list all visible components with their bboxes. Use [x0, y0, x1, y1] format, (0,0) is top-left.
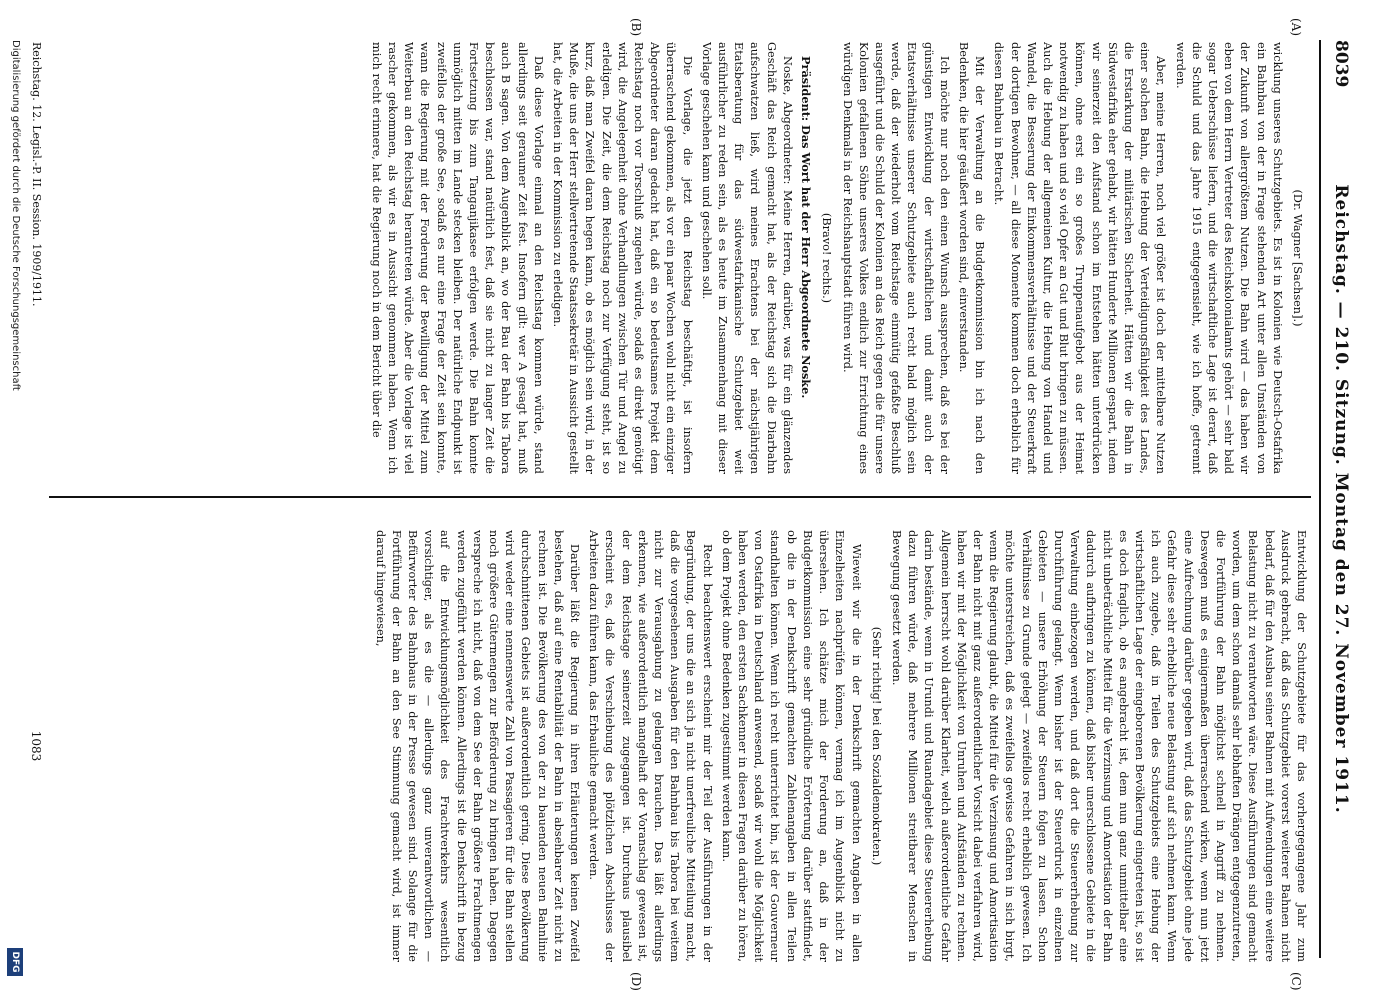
paragraph: Die Vorlage, die jetzt den Reichstag beschäftigt, ist insofern überraschend gekommen, als vor ein paar Wochen wohl nicht ein einziger Abgeordneter daran gedacht hat, daß ein so bedeutsames Projekt dem Reichstag noch vor Torschluß zugehen würde, sodaß es direkt genötigt wird, die Angelegenheit ohne Verhandlungen zwischen Tür und Angel zu erledigen. Die Zeit, die dem Reichstag noch zur Verfügung steht, ist so kurz, daß man Zweifel daran hegen kann, ob es möglich sein wird, in der Muße, die uns der Herr stellvertretende Staatssekretär in Aussicht gestellt hat, die Arbeiten in der Kommission zu erledigen.: [551, 42, 694, 474]
paragraph: Entwicklung der Schutzgebiete für das vorhergegangene Jahr zum Ausdruck gebracht, daß das Schutzgebiet vorerst weiterer Bahnen nicht bedarf, daß für den Ausbau seiner Bahnen mit Aufwendungen eine weitere Belastung nicht zu verantworten wäre. Diese Ausführungen sind gemacht worden, um dem schon damals sehr lebhaften Drängen entgegenzutreten, die Fortführung der Bahn möglichst schnell in Angriff zu nehmen. Deswegen muß es einigermaßen überraschend wirken, wenn nun jetzt eine Aufrechnung darüber gegeben wird, daß das Schutzgebiet ohne jede Gefahr diese sehr erhebliche neue Belastung auf sich nehmen kann. Wenn ich auch zugebe, daß in Teilen des Schutzgebiets eine Hebung der wirtschaftlichen Lage der eingeborenen Bevölkerung eingetreten ist, so ist es doch fraglich, ob es angebracht ist, dem nun ganz unmittelbar eine nicht unbeträchtliche Mittel für die Verzinsung und Amortisation der Bahn dadurch aufbringen zu können, daß bisher unerschlossene Gebiete in die Verwaltung einbezogen werden, und daß dort die Steuererhebung zur Durchführung gelangt. Wenn bisher ist der Steuerdruck in einzelnen Gebieten — unsere Erhöhung der Steuern folgen zu lassen. Schon Verhältnisse zu Grunde gelegt — zweifellos recht erheblich gewesen. Ich möchte unterstreichen, daß es zweifellos gewisse Gefahren in sich birgt, wenn die Regierung glaubt, die Mittel für die Verzinsung und Amortisation der Bahn nicht mit ganz außerordentlicher Vorsicht dabei verfahren wird, haben wir mit der Möglichkeit von Unruhen und Aufständen zu rechnen. Allgemein herrscht wohl darüber Klarheit, welch außerordentliche Gefahr darin bestände, wenn in Urundi und Ruandagebiet diese Steuererhebung dazu führen würde, daß mehrere Millionen streitbarer Menschen in Bewegung gesetzt werden.: [889, 530, 1308, 962]
left-column: [54, 42, 1309, 474]
right-column: [54, 530, 1309, 962]
digitization-credit: Digitalisierung gefördert durch die Deutsche Forschungsgemeinschaft: [10, 40, 21, 391]
paragraph: Aber, meine Herren, noch viel größer ist doch der mittelbare Nutzen einer solchen Bahn, die Hebung der Verteidigungsfähigkeit des Landes, die Erstarkung der militärischen Sicherheit. Hätten wir die Bahn in Südwestafrika eher gehabt, wir hätten Hunderte Millionen gespart, indem wir seinerzeit den Aufstand schon im Entstehen hätten unterdrücken können, ohne erst ein so großes Truppenaufgebot aus der Heimat notwendig zu haben und so viel Opfer an Gut und Blut bringen zu müssen. Auch die Hebung der allgemeinen Kultur, die Hebung von Handel und Wandel, die Besserung der Einkommensverhältnisse und der Steuerkraft der dortigen Bewohner, — all diese Momente kommen doch erheblich für diesen Bahnbau in Betracht.: [992, 42, 1168, 474]
page-number: 8039: [1331, 40, 1351, 88]
paragraph: Darüber läßt die Regierung in ihren Erläuterungen keinen Zweifel bestehen, daß auf eine Rentabilität der Bahn in absehbarer Zeit nicht zu rechnen ist. Die Bevölkerung des von der zu bauenden neuen Bahnlinie durchschnittenen Gebiets ist außerordentlich gering. Diese Bevölkerung wird weder eine nennenswerte Zahl von Passagieren für die Bahn stellen noch größere Gütermengen zur Beförderung zu bringen haben. Dagegen verspreche ich nicht, daß von dem See der Bahn größere Frachtmengen werden zugeführt werden können. Allerdings ist die Denkschrift in bezug auf die Entwicklungsmöglichkeit des Frachtverkehrs wesentlich vorsichtiger, als es die — allerdings ganz unverantwortlichen — Befürworter des Bahnbaus in der Presse gewesen sind. Solange für die Fortführung der Bahn an den See Stimmung gemacht wird, ist immer darauf hingewiesen,: [373, 530, 582, 962]
speaker-line: (Dr. Wagner [Sachsen].): [1291, 189, 1304, 327]
paragraph: Mit der Verwaltung an die Budgetkommission bin ich nach den Bedenken, die hier geäußert worden sind, einverstanden.: [956, 42, 987, 474]
paragraph: Noske, Abgeordneter: Meine Herren, darüber, was für ein glänzendes Geschäft das Reich gemacht hat, als der Reichstag sich die Diarbahn aufschwatzen ließ, wird meines Erachtens bei der nächstjährigen Etatsberatung für das südwestafrikanische Schutzgebiet weit ausführlicher zu reden sein, als es heute im Zusammenhang mit dieser Vorlage geschehen kann und geschehen soll.: [699, 42, 794, 474]
page-title: Reichstag. — 210. Sitzung. Montag den 27. November 1911.: [1331, 184, 1351, 814]
interjection-note: (Sehr richtig! bei den Sozialdemokraten.): [869, 626, 883, 866]
margin-mark-d: (D): [629, 972, 643, 991]
footer-page-number: 1083: [29, 730, 43, 762]
paragraph: Ich möchte nur noch den einen Wunsch aussprechen, daß es bei der günstigen Entwicklung der wirtschaftlichen und damit auch der Etatsverhältnisse unserer Schutzgebiete auch recht bald möglich sein werde, daß der wiederholt vom Reichstage einmütig gefaßte Beschluß ausgeführt und die Schuld der Kolonien an das Reich gegen die für unsere Kolonien gefallenen Söhne unseres Volkes endlich zur Errichtung eines würdigen Denkmals in der Reichshauptstadt führen wird.: [840, 42, 951, 474]
president-line: Präsident: Das Wort hat der Herr Abgeordnete Noske.: [799, 56, 814, 399]
column-divider: [49, 496, 1311, 498]
applause-note: (Bravo! rechts.): [820, 212, 834, 304]
paragraph: Daß diese Vorlage einmal an den Reichstag kommen würde, stand allerdings seit geraumer Zeit fest. Insofern gilt: wer A gesagt hat, muß auch B sagen. Von dem Augenblick an, wo der Bau der Bahn bis Tabora beschlossen war, stand natürlich fest, daß sie nicht zu langer Zeit die Fortsetzung bis zum Tanganjikasee erfolgen werde. Die Bahn konnte unmöglich mitten im Lande stecken bleiben. Der natürliche Endpunkt ist zweifellos der große See, sodaß es nur eine Frage der Zeit sein konnte, wann die Regierung mit der Forderung der Bewilligung der Mittel zum Weiterbau an den Reichstag herantreten würde. Aber die Vorlage ist viel rascher gekommen, als wir es in Aussicht genommen haben. Wenn ich mich recht erinnere, hat die Regierung noch in dem Bericht über die: [369, 42, 545, 474]
margin-mark-a: (A): [1289, 18, 1303, 37]
margin-mark-c: (C): [1289, 972, 1303, 991]
dfg-logo: DFG: [7, 948, 23, 976]
paragraph: wicklung unseres Schutzgebiets. Es ist in Kolonien wie Deutsch-Ostafrika ein Bahnbau von der in Frage stehenden Art unter allen Umständen von der Zukunft von allergrößtem Nutzen. Die Bahn wird — das haben wir eben von dem Herrn Vertreter des Reichskolonialamts gehört — sehr bald sogar Ueberschüsse liefern, und die wirtschaftliche Lage ist derart, daß die Schuld und das Jahre 1915 entgegensieht, wie ich hoffe, getrennt werden.: [1173, 42, 1284, 474]
page-header: [1319, 40, 1361, 958]
margin-mark-b: (B): [629, 18, 643, 37]
paragraph: Wieweit wir die in der Denkschrift gemachten Angaben in allen Einzelheiten nachprüfen können, vermag ich im Augenblick nicht zu übersehen. Ich schätze mich der Forderung an, daß in der Budgetkommission eine sehr gründliche Erörterung darüber stattfindet, ob die in der Denkschrift gemachten Zahlenangaben in allen Teilen standhalten können. Wenn ich recht unterrichtet bin, ist der Gouverneur von Ostafrika in Deutschland anwesend, sodaß wir wohl die Möglichkeit haben werden, den ersten Sachkenner in diesen Fragen darüber zu hören, ob dem Projekt ohne Bedenken zugestimmt werden kann.: [719, 530, 863, 962]
paragraph: Recht beachtenswert erscheint mir der Teil der Ausführungen in der Begründung, der uns die an sich ja nicht unerfreuliche Mitteilung macht, daß die vorgesehenen Ausgaben für den Bahnbau bis Tabora bei weitem nicht zur Verausgabung zu gelangen brauchen. Das läßt allerdings erkennen, wie außerordentlich mangelhaft der Voranschlag gewesen ist, der dem Reichstage seinerzeit zugegangen ist. Durchaus plausibel erscheint es, daß die Verschiebung des plötzlichen Abschlusses der Arbeiten dazu führen kann, das Erbauliche gemacht werden.: [587, 530, 714, 962]
footer-session: Reichstag. 12. Legisl.-P. II. Session. 1909/1911.: [30, 42, 43, 307]
